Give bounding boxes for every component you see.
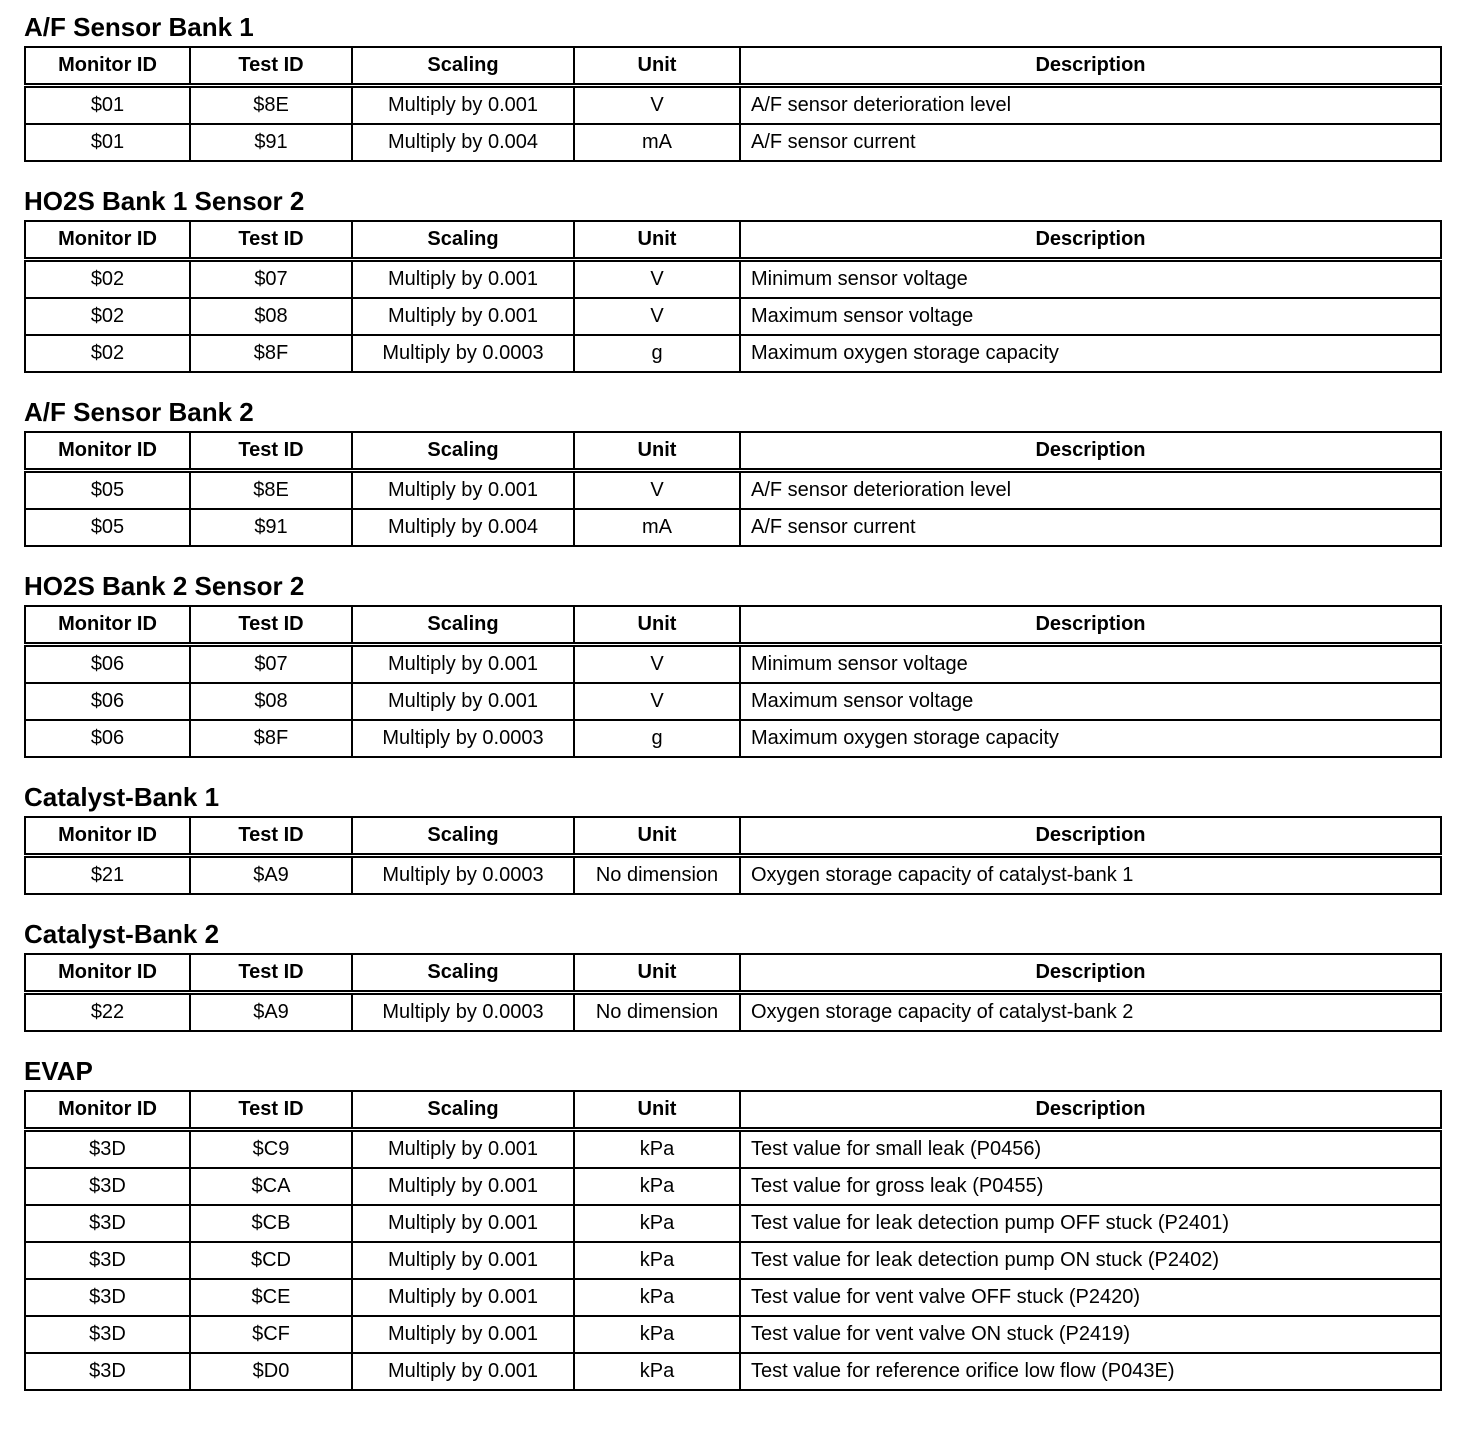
cell-description: A/F sensor current xyxy=(740,509,1441,546)
column-header-test-id: Test ID xyxy=(190,1091,352,1130)
column-header-test-id: Test ID xyxy=(190,606,352,645)
cell-test-id: $A9 xyxy=(190,856,352,895)
column-header-scaling: Scaling xyxy=(352,606,574,645)
cell-unit: g xyxy=(574,335,740,372)
column-header-unit: Unit xyxy=(574,954,740,993)
header-row xyxy=(25,606,1441,645)
cell-description: Maximum oxygen storage capacity xyxy=(740,335,1441,372)
cell-test-id: $8F xyxy=(190,335,352,372)
table-row xyxy=(25,1242,1441,1279)
data-table xyxy=(24,605,1442,758)
cell-scaling: Multiply by 0.001 xyxy=(352,683,574,720)
cell-unit: No dimension xyxy=(574,993,740,1032)
cell-unit: kPa xyxy=(574,1130,740,1169)
column-header-unit: Unit xyxy=(574,606,740,645)
cell-unit: mA xyxy=(574,509,740,546)
cell-test-id: $A9 xyxy=(190,993,352,1032)
cell-scaling: Multiply by 0.001 xyxy=(352,298,574,335)
cell-monitor-id: $02 xyxy=(25,298,190,335)
cell-unit: V xyxy=(574,298,740,335)
section-title: A/F Sensor Bank 2 xyxy=(24,397,254,427)
cell-scaling: Multiply by 0.001 xyxy=(352,1242,574,1279)
cell-scaling: Multiply by 0.001 xyxy=(352,1279,574,1316)
column-header-monitor-id: Monitor ID xyxy=(25,221,190,260)
cell-scaling: Multiply by 0.0003 xyxy=(352,335,574,372)
cell-description: Test value for gross leak (P0455) xyxy=(740,1168,1441,1205)
cell-scaling: Multiply by 0.001 xyxy=(352,1353,574,1390)
column-header-scaling: Scaling xyxy=(352,817,574,856)
table-row xyxy=(25,298,1441,335)
cell-monitor-id: $3D xyxy=(25,1316,190,1353)
cell-monitor-id: $3D xyxy=(25,1130,190,1169)
column-header-unit: Unit xyxy=(574,221,740,260)
table-row xyxy=(25,993,1441,1032)
cell-description: Minimum sensor voltage xyxy=(740,645,1441,684)
table-row xyxy=(25,683,1441,720)
column-header-unit: Unit xyxy=(574,432,740,471)
column-header-description: Description xyxy=(740,606,1441,645)
cell-description: Test value for reference orifice low flow (P043E) xyxy=(740,1353,1441,1390)
cell-monitor-id: $06 xyxy=(25,683,190,720)
column-header-monitor-id: Monitor ID xyxy=(25,606,190,645)
header-row xyxy=(25,817,1441,856)
cell-monitor-id: $05 xyxy=(25,471,190,510)
cell-test-id: $08 xyxy=(190,683,352,720)
cell-description: Test value for leak detection pump ON stuck (P2402) xyxy=(740,1242,1441,1279)
column-header-test-id: Test ID xyxy=(190,432,352,471)
column-header-monitor-id: Monitor ID xyxy=(25,1091,190,1130)
column-header-description: Description xyxy=(740,954,1441,993)
cell-monitor-id: $21 xyxy=(25,856,190,895)
column-header-description: Description xyxy=(740,47,1441,86)
column-header-unit: Unit xyxy=(574,47,740,86)
header-row xyxy=(25,1091,1441,1130)
column-header-test-id: Test ID xyxy=(190,817,352,856)
column-header-test-id: Test ID xyxy=(190,221,352,260)
header-row xyxy=(25,47,1441,86)
cell-test-id: $CF xyxy=(190,1316,352,1353)
column-header-description: Description xyxy=(740,221,1441,260)
cell-monitor-id: $3D xyxy=(25,1353,190,1390)
column-header-monitor-id: Monitor ID xyxy=(25,47,190,86)
cell-scaling: Multiply by 0.001 xyxy=(352,260,574,299)
cell-scaling: Multiply by 0.001 xyxy=(352,86,574,125)
cell-scaling: Multiply by 0.001 xyxy=(352,645,574,684)
cell-scaling: Multiply by 0.0003 xyxy=(352,993,574,1032)
cell-monitor-id: $22 xyxy=(25,993,190,1032)
cell-description: Test value for vent valve OFF stuck (P2420) xyxy=(740,1279,1441,1316)
column-header-monitor-id: Monitor ID xyxy=(25,817,190,856)
cell-description: Maximum sensor voltage xyxy=(740,298,1441,335)
column-header-unit: Unit xyxy=(574,1091,740,1130)
cell-scaling: Multiply by 0.004 xyxy=(352,509,574,546)
cell-test-id: $91 xyxy=(190,509,352,546)
column-header-description: Description xyxy=(740,432,1441,471)
section-title: A/F Sensor Bank 1 xyxy=(24,12,254,42)
data-table xyxy=(24,431,1442,547)
table-row xyxy=(25,1316,1441,1353)
cell-test-id: $07 xyxy=(190,260,352,299)
table-row xyxy=(25,335,1441,372)
cell-unit: kPa xyxy=(574,1353,740,1390)
cell-test-id: $CB xyxy=(190,1205,352,1242)
cell-monitor-id: $3D xyxy=(25,1242,190,1279)
cell-description: Maximum sensor voltage xyxy=(740,683,1441,720)
data-table xyxy=(24,220,1442,373)
column-header-test-id: Test ID xyxy=(190,954,352,993)
cell-monitor-id: $05 xyxy=(25,509,190,546)
cell-unit: kPa xyxy=(574,1242,740,1279)
cell-monitor-id: $06 xyxy=(25,720,190,757)
cell-scaling: Multiply by 0.001 xyxy=(352,1168,574,1205)
section-title: HO2S Bank 1 Sensor 2 xyxy=(24,186,305,216)
header-row xyxy=(25,954,1441,993)
table-row xyxy=(25,124,1441,161)
cell-unit: kPa xyxy=(574,1279,740,1316)
table-row xyxy=(25,471,1441,510)
column-header-description: Description xyxy=(740,817,1441,856)
cell-description: Test value for small leak (P0456) xyxy=(740,1130,1441,1169)
cell-monitor-id: $3D xyxy=(25,1279,190,1316)
column-header-test-id: Test ID xyxy=(190,47,352,86)
header-row xyxy=(25,432,1441,471)
cell-monitor-id: $3D xyxy=(25,1168,190,1205)
data-table xyxy=(24,46,1442,162)
cell-test-id: $C9 xyxy=(190,1130,352,1169)
cell-scaling: Multiply by 0.001 xyxy=(352,1316,574,1353)
section-title: Catalyst-Bank 1 xyxy=(24,782,220,812)
cell-test-id: $8F xyxy=(190,720,352,757)
cell-unit: mA xyxy=(574,124,740,161)
cell-unit: V xyxy=(574,683,740,720)
section-title: HO2S Bank 2 Sensor 2 xyxy=(24,571,305,601)
cell-test-id: $D0 xyxy=(190,1353,352,1390)
section-title: EVAP xyxy=(24,1056,93,1086)
column-header-monitor-id: Monitor ID xyxy=(25,432,190,471)
table-row xyxy=(25,645,1441,684)
document xyxy=(24,8,1442,1411)
cell-description: A/F sensor deterioration level xyxy=(740,471,1441,510)
cell-scaling: Multiply by 0.0003 xyxy=(352,720,574,757)
cell-test-id: $07 xyxy=(190,645,352,684)
data-table xyxy=(24,816,1442,895)
cell-description: Oxygen storage capacity of catalyst-bank 2 xyxy=(740,993,1441,1032)
cell-test-id: $91 xyxy=(190,124,352,161)
table-row xyxy=(25,260,1441,299)
column-header-scaling: Scaling xyxy=(352,432,574,471)
cell-scaling: Multiply by 0.004 xyxy=(352,124,574,161)
cell-description: Test value for vent valve ON stuck (P2419) xyxy=(740,1316,1441,1353)
table-row xyxy=(25,1130,1441,1169)
cell-scaling: Multiply by 0.001 xyxy=(352,1205,574,1242)
cell-monitor-id: $3D xyxy=(25,1205,190,1242)
cell-monitor-id: $01 xyxy=(25,86,190,125)
table-row xyxy=(25,1168,1441,1205)
column-header-scaling: Scaling xyxy=(352,954,574,993)
cell-scaling: Multiply by 0.0003 xyxy=(352,856,574,895)
column-header-scaling: Scaling xyxy=(352,47,574,86)
table-row xyxy=(25,720,1441,757)
cell-monitor-id: $06 xyxy=(25,645,190,684)
column-header-scaling: Scaling xyxy=(352,1091,574,1130)
cell-test-id: $8E xyxy=(190,471,352,510)
table-row xyxy=(25,1353,1441,1390)
column-header-scaling: Scaling xyxy=(352,221,574,260)
cell-unit: kPa xyxy=(574,1205,740,1242)
cell-monitor-id: $02 xyxy=(25,335,190,372)
cell-unit: V xyxy=(574,86,740,125)
cell-test-id: $8E xyxy=(190,86,352,125)
cell-unit: V xyxy=(574,471,740,510)
cell-description: A/F sensor deterioration level xyxy=(740,86,1441,125)
cell-unit: No dimension xyxy=(574,856,740,895)
data-table xyxy=(24,1090,1442,1391)
cell-description: A/F sensor current xyxy=(740,124,1441,161)
cell-description: Maximum oxygen storage capacity xyxy=(740,720,1441,757)
cell-test-id: $CE xyxy=(190,1279,352,1316)
cell-description: Oxygen storage capacity of catalyst-bank 1 xyxy=(740,856,1441,895)
table-row xyxy=(25,86,1441,125)
cell-description: Test value for leak detection pump OFF stuck (P2401) xyxy=(740,1205,1441,1242)
cell-unit: V xyxy=(574,260,740,299)
cell-monitor-id: $01 xyxy=(25,124,190,161)
cell-unit: g xyxy=(574,720,740,757)
cell-test-id: $CA xyxy=(190,1168,352,1205)
header-row xyxy=(25,221,1441,260)
cell-unit: kPa xyxy=(574,1316,740,1353)
cell-monitor-id: $02 xyxy=(25,260,190,299)
column-header-monitor-id: Monitor ID xyxy=(25,954,190,993)
cell-unit: V xyxy=(574,645,740,684)
cell-test-id: $08 xyxy=(190,298,352,335)
section-title: Catalyst-Bank 2 xyxy=(24,919,220,949)
cell-test-id: $CD xyxy=(190,1242,352,1279)
column-header-description: Description xyxy=(740,1091,1441,1130)
data-table xyxy=(24,953,1442,1032)
cell-scaling: Multiply by 0.001 xyxy=(352,1130,574,1169)
table-row xyxy=(25,1279,1441,1316)
column-header-unit: Unit xyxy=(574,817,740,856)
table-row xyxy=(25,1205,1441,1242)
table-row xyxy=(25,509,1441,546)
cell-description: Minimum sensor voltage xyxy=(740,260,1441,299)
table-row xyxy=(25,856,1441,895)
cell-unit: kPa xyxy=(574,1168,740,1205)
cell-scaling: Multiply by 0.001 xyxy=(352,471,574,510)
